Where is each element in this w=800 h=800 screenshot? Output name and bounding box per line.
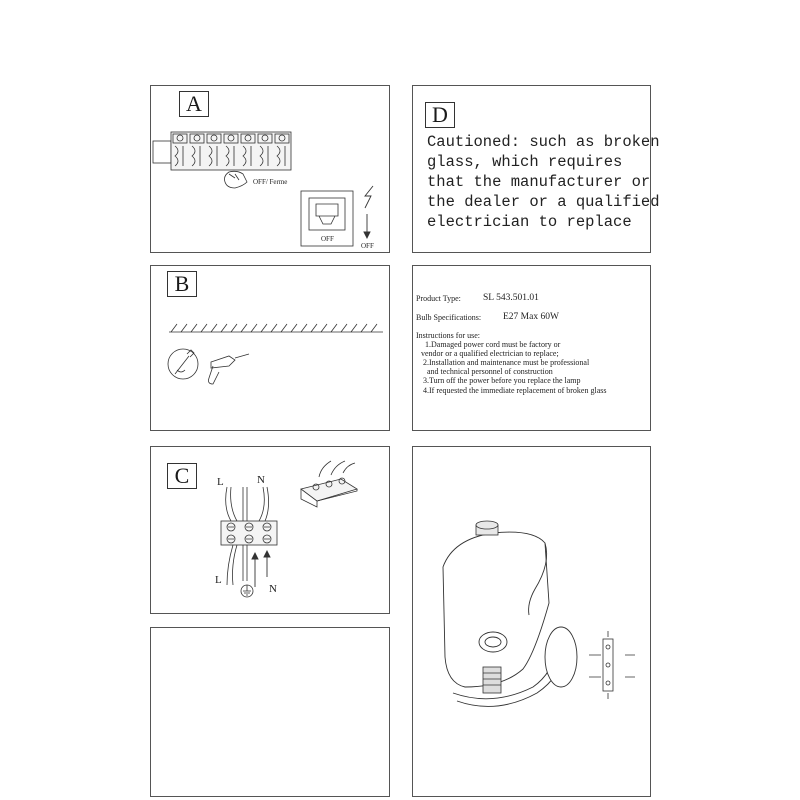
lamp-holder-icon bbox=[483, 667, 501, 693]
caution-line: Cautioned: such as broken bbox=[427, 133, 660, 151]
lamp-exploded-view bbox=[413, 447, 650, 796]
lamp-shade-icon bbox=[443, 532, 549, 687]
product-type-label: Product Type: bbox=[416, 294, 461, 303]
wall-bracket-icon bbox=[589, 631, 635, 699]
panel-a bbox=[150, 85, 390, 253]
panel-empty bbox=[150, 627, 390, 797]
instruction-line: 2.Installation and maintenance must be professional bbox=[423, 358, 590, 367]
panel-c-letter: C bbox=[167, 463, 197, 489]
bulb-spec-value: E27 Max 60W bbox=[503, 312, 559, 322]
lightning-icon bbox=[364, 186, 373, 238]
panel-c-illustration bbox=[151, 447, 389, 613]
terminal-block-icon bbox=[301, 461, 357, 507]
instruction-line: 1.Damaged power cord must be factory or bbox=[425, 340, 561, 349]
panel-a-letter: A bbox=[179, 91, 209, 117]
l-top-label: L bbox=[217, 476, 224, 488]
caution-line: the dealer or a qualified bbox=[427, 193, 660, 211]
instruction-line: 4.If requested the immediate replacement of broken glass bbox=[423, 386, 607, 395]
l-bottom-label: L bbox=[215, 574, 222, 586]
panel-b bbox=[150, 265, 390, 431]
switch-off-label: OFF bbox=[321, 235, 334, 243]
instruction-line: and technical personnel of construction bbox=[427, 367, 553, 376]
drill-icon bbox=[209, 354, 250, 384]
arrow-up-icon bbox=[252, 551, 270, 587]
screwdriver-icon bbox=[168, 349, 198, 379]
n-top-label: N bbox=[257, 474, 265, 486]
caution-line: electrician to replace bbox=[427, 213, 632, 231]
off-ferme-label: OFF/ Ferme bbox=[253, 178, 288, 186]
panel-a-illustration bbox=[151, 86, 389, 252]
arrow-off-label: OFF bbox=[361, 242, 374, 250]
terminal-block-icon bbox=[153, 132, 291, 170]
caution-line: glass, which requires bbox=[427, 153, 623, 171]
panel-d bbox=[412, 85, 660, 253]
n-bottom-label: N bbox=[269, 583, 277, 595]
connector-icon bbox=[221, 521, 277, 545]
caution-text bbox=[427, 132, 660, 232]
panel-c bbox=[150, 446, 390, 614]
ground-icon bbox=[241, 585, 253, 597]
bulb-spec-label: Bulb Specifications: bbox=[416, 313, 482, 322]
caution-line: that the manufacturer or bbox=[427, 173, 651, 191]
panel-b-illustration bbox=[151, 266, 389, 430]
product-type-value: SL 543.501.01 bbox=[483, 293, 539, 303]
bulb-cap-icon bbox=[476, 521, 498, 535]
ceiling-hatch-icon bbox=[169, 324, 383, 332]
panel-lamp bbox=[412, 446, 651, 797]
instruction-line: 3.Turn off the power before you replace the lamp bbox=[423, 376, 581, 385]
instructions-heading: Instructions for use: bbox=[416, 331, 480, 340]
panel-specs bbox=[412, 265, 651, 431]
hand-icon bbox=[225, 171, 248, 188]
panel-d-letter: D bbox=[425, 102, 455, 128]
panel-b-letter: B bbox=[167, 271, 197, 297]
instruction-line: vendor or a qualified electrician to replace; bbox=[421, 349, 559, 358]
